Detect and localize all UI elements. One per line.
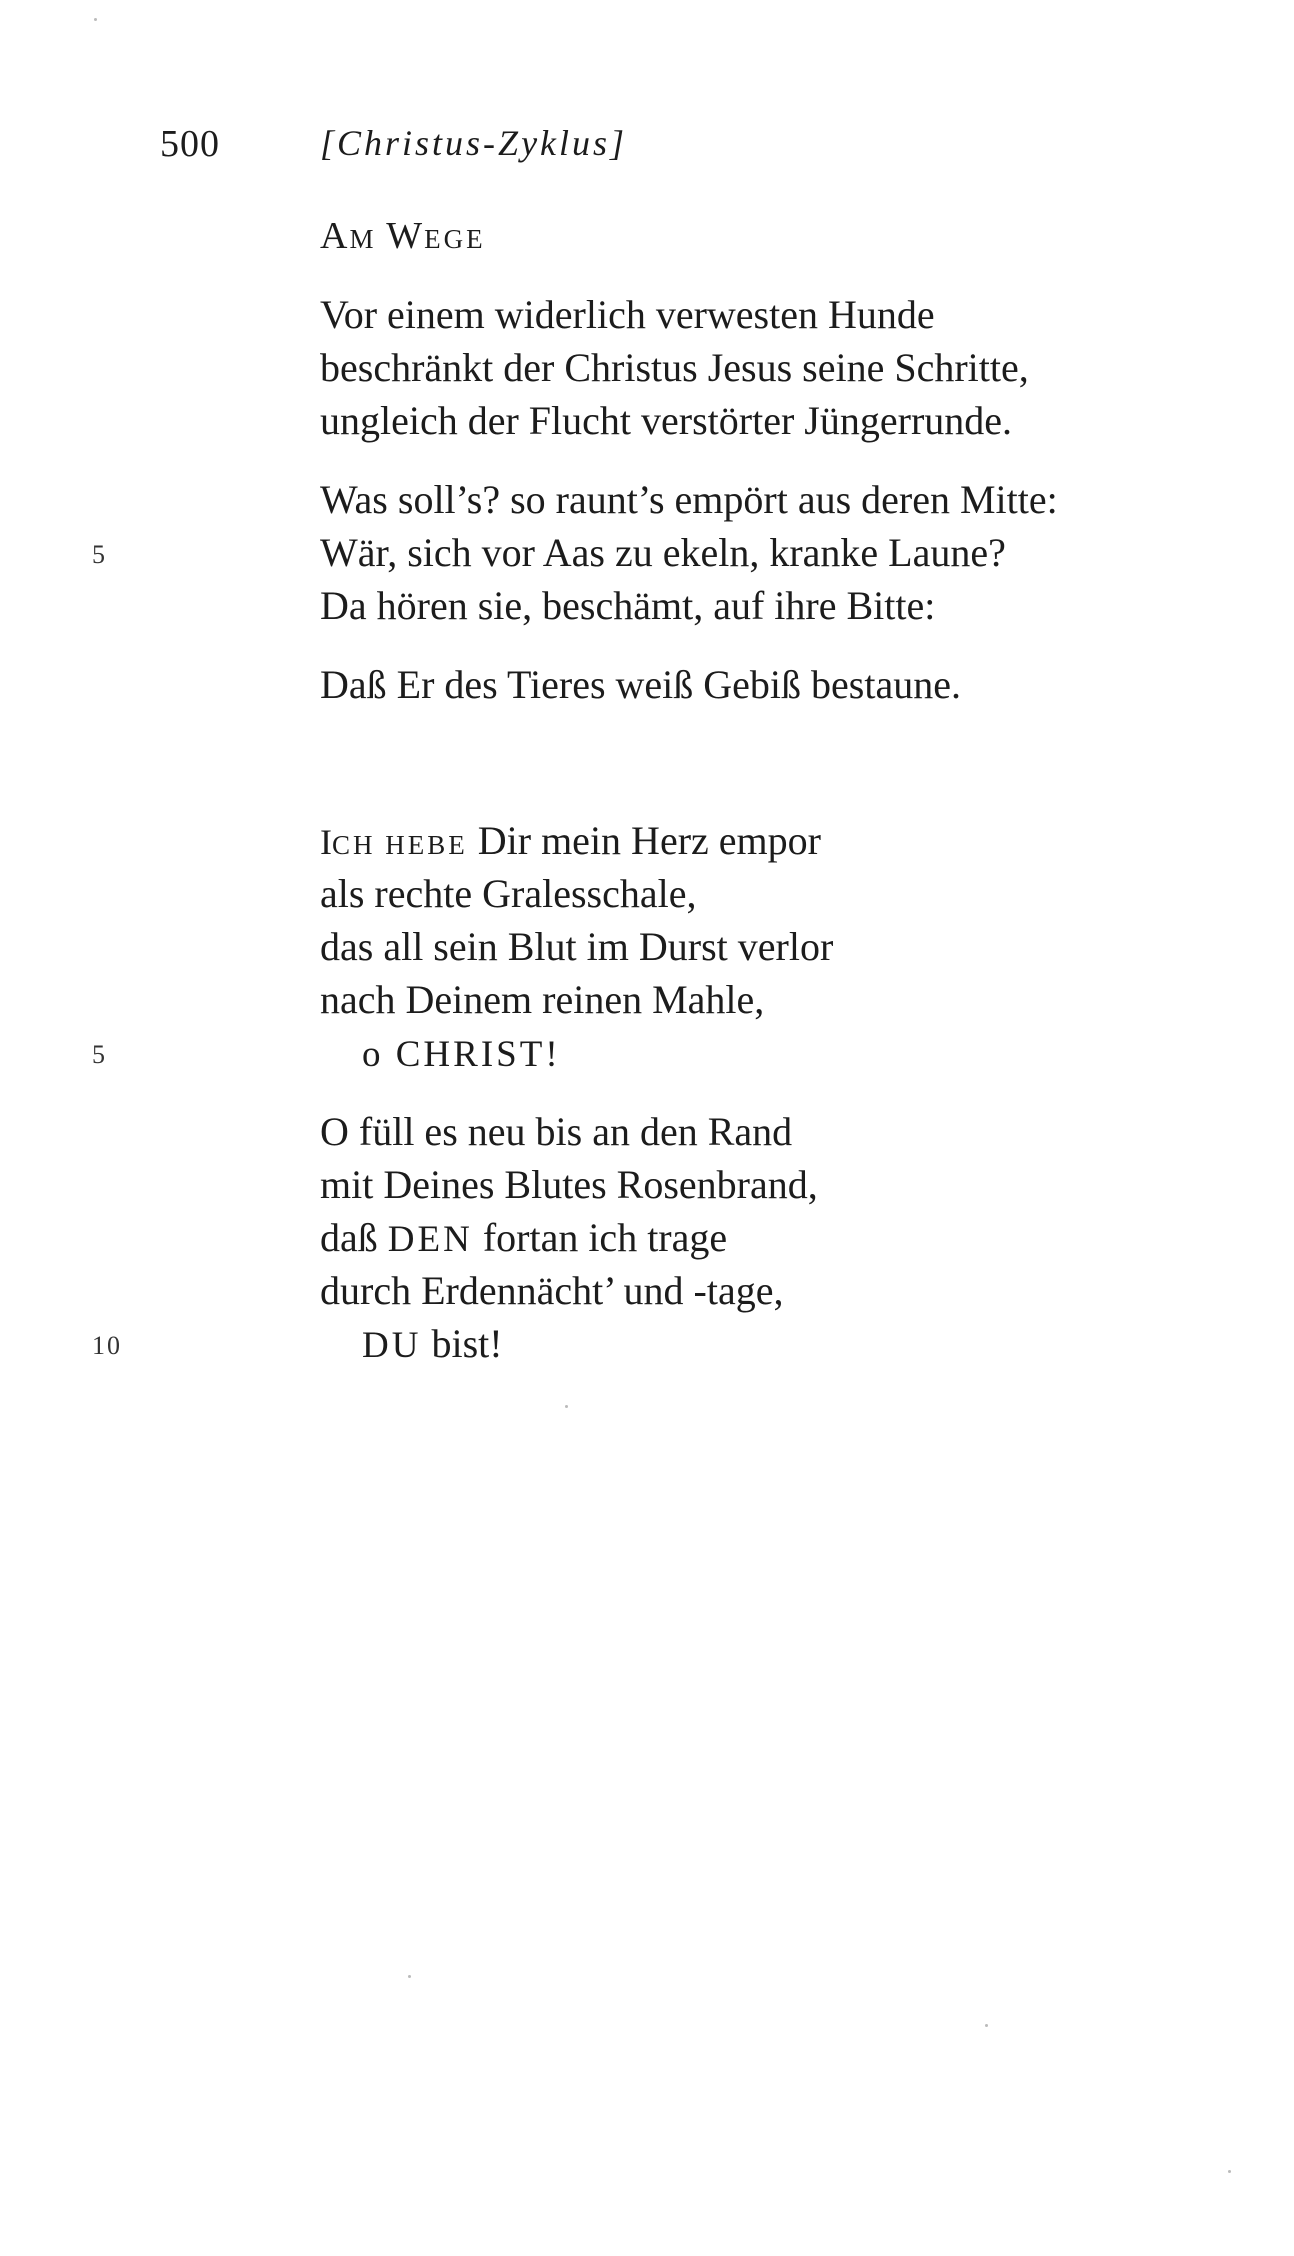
line-number: 10 [92, 1331, 122, 1360]
verse-line: als rechte Gralesschale, [320, 871, 697, 916]
verse-text: bist! [421, 1321, 503, 1366]
title-letter: A [320, 215, 350, 257]
paper-speck [565, 1405, 568, 1408]
page-number: 500 [160, 123, 220, 165]
small-caps-initial: I [320, 822, 332, 862]
verse-line [320, 1211, 1220, 1264]
verse-line-numbered [92, 1317, 1220, 1370]
poem-am-wege [92, 206, 1220, 711]
paper-speck [94, 18, 97, 21]
verse-line: beschränkt der Christus Jesus seine Schritte, [320, 345, 1029, 390]
verse-line: nach Deinem reinen Mahle, [320, 977, 765, 1022]
small-caps-text: CH HEBE [332, 830, 468, 860]
verse-line: durch Erdennächt’ und -tage, [320, 1268, 784, 1313]
verse-line: Daß Er des Tieres weiß Gebiß bestaune. [320, 662, 961, 707]
paper-speck [408, 1975, 411, 1978]
verse-caps: DEN [387, 1219, 473, 1260]
line-number: 5 [92, 1040, 107, 1069]
verse-text: o CHRIST! [362, 1034, 561, 1075]
line-number: 5 [92, 540, 107, 569]
title-letters: EGE [424, 224, 486, 254]
verse-line: ungleich der Flucht verstörter Jüngerrunde. [320, 398, 1013, 443]
verse-line [320, 814, 1220, 867]
paper-speck [1228, 2170, 1231, 2173]
verse-caps: DU [362, 1325, 422, 1366]
verse-text: daß [320, 1215, 388, 1260]
running-head: [Christus-Zyklus] [320, 123, 628, 163]
verse-text: fortan ich trage [472, 1215, 728, 1260]
verse-line: Da hören sie, beschämt, auf ihre Bitte: [320, 583, 936, 628]
verse-text: Wär, sich vor Aas zu ekeln, kranke Laune? [320, 530, 1006, 575]
page-header [160, 122, 1060, 172]
poem-title [320, 206, 1220, 266]
poem-ich-hebe [92, 814, 1220, 1370]
verse-line: Was soll’s? so raunt’s empört aus deren Mitte: [320, 477, 1058, 522]
verse-text: Dir mein Herz empor [467, 818, 821, 863]
title-letter: W [386, 215, 425, 257]
verse-line: das all sein Blut im Durst verlor [320, 924, 834, 969]
paper-speck [985, 2024, 988, 2027]
title-letters: M [349, 224, 387, 254]
verse-line-numbered [92, 526, 1220, 579]
verse-line: mit Deines Blutes Rosenbrand, [320, 1162, 818, 1207]
verse-line: O füll es neu bis an den Rand [320, 1109, 793, 1154]
verse-line: Vor einem widerlich verwesten Hunde [320, 292, 935, 337]
verse-line-numbered [92, 1026, 1220, 1079]
